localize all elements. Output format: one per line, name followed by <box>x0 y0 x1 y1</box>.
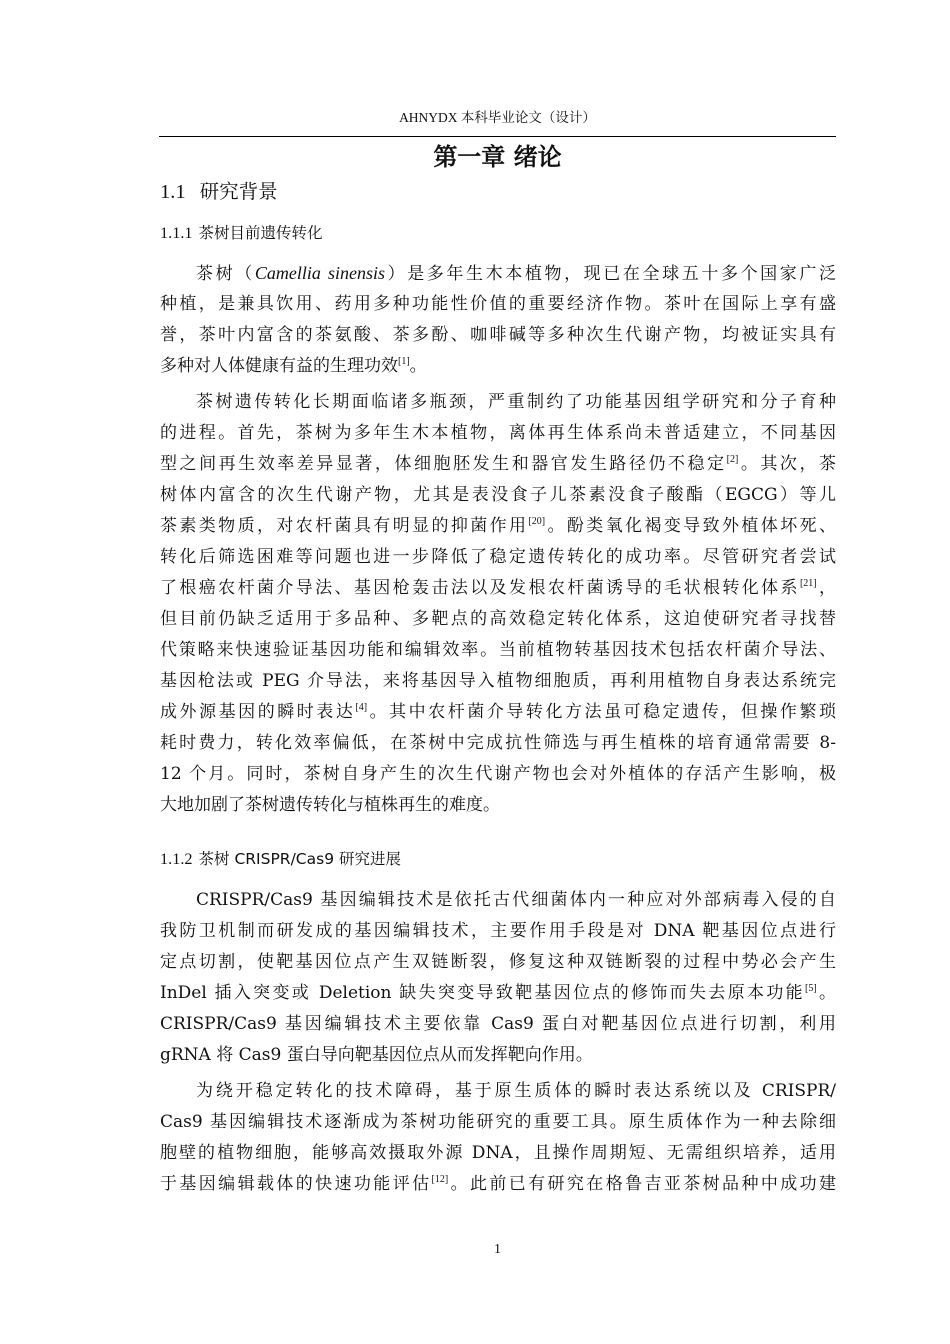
text-line: gRNA 将 Cas9 蛋白导向靶基因位点从而发挥靶向作用。 <box>160 1045 593 1065</box>
citation-ref: [1] <box>398 356 410 367</box>
subsection-number: 1.1.2 <box>160 850 193 868</box>
text-line: 树体内富含的次生代谢产物，尤其是表没食子儿茶素没食子酸酯（EGCG）等儿 <box>160 485 836 505</box>
citation-ref: [12] <box>431 1174 449 1185</box>
header-rule <box>159 136 836 137</box>
section-heading <box>160 178 278 206</box>
paragraph-1 <box>160 258 836 382</box>
text-line: 种植，是兼具饮用、药用多种功能性价值的重要经济作物。茶叶在国际上享有盛 <box>160 294 836 314</box>
text-line: InDel 插入突变或 Deletion 缺失突变导致靶基因位点的修饰而失去原本功能[5]。 <box>160 983 836 1003</box>
paragraph-2 <box>160 387 836 821</box>
text-line: 誉，茶叶内富含的茶氨酸、茶多酚、咖啡碱等多种次生代谢产物，均被证实具有 <box>160 325 836 345</box>
subsection-heading-2 <box>160 848 401 870</box>
section-title: 研究背景 <box>199 180 278 203</box>
paragraph-3 <box>160 885 836 1071</box>
text-line: 了根癌农杆菌介导法、基因枪轰击法以及发根农杆菌诱导的毛状根转化体系[21]， <box>160 578 837 598</box>
text-line: 定点切割，使靶基因位点产生双链断裂，修复这种双链断裂的过程中势必会产生 <box>160 952 836 972</box>
text-line: 茶树遗传转化长期面临诸多瓶颈，严重制约了功能基因组学研究和分子育种 <box>196 392 836 412</box>
text-line: 但目前仍缺乏适用于多品种、多靶点的高效稳定转化体系，这迫使研究者寻找替 <box>160 609 836 629</box>
section-number: 1.1 <box>160 181 186 203</box>
text-line: 的进程。首先，茶树为多年生木本植物，离体再生体系尚未普适建立，不同基因 <box>160 423 836 443</box>
subsection-number: 1.1.1 <box>160 224 193 242</box>
text-line: 12 个月。同时，茶树自身产生的次生代谢产物也会对外植体的存活产生影响，极 <box>160 764 836 784</box>
subsection-title: 茶树 CRISPR/Cas9 研究进展 <box>198 850 401 868</box>
text-line: 我防卫机制而研发成的基因编辑技术，主要作用手段是对 DNA 靶基因位点进行 <box>160 921 836 941</box>
text-line: 茶素类物质，对农杆菌具有明显的抑菌作用[20]。酚类氧化褐变导致外植体坏死、 <box>160 516 837 536</box>
chapter-title: 第一章 绪论 <box>433 143 562 171</box>
text-line: 转化后筛选困难等问题也进一步降低了稳定遗传转化的成功率。尽管研究者尝试 <box>160 547 836 567</box>
text-line: 耗时费力，转化效率偏低，在茶树中完成抗性筛选与再生植株的培育通常需要 8- <box>160 733 836 753</box>
species-name: Camellia sinensis <box>254 263 385 283</box>
paragraph-4 <box>160 1076 836 1200</box>
text-line: CRISPR/Cas9 基因编辑技术主要依靠 Cas9 蛋白对靶基因位点进行切割，利用 <box>160 1014 836 1034</box>
text-line: 于基因编辑载体的快速功能评估[12]。此前已有研究在格鲁吉亚茶树品种中成功建 <box>160 1174 837 1194</box>
text-line: 代策略来快速验证基因功能和编辑效率。当前植物转基因技术包括农杆菌介导法、 <box>160 640 836 660</box>
citation-ref: [5] <box>805 983 817 994</box>
text-line: 为绕开稳定转化的技术障碍，基于原生质体的瞬时表达系统以及 CRISPR/ <box>196 1081 836 1101</box>
text-line: 胞壁的植物细胞，能够高效摄取外源 DNA，且操作周期短、无需组织培养，适用 <box>160 1143 836 1163</box>
running-header: AHNYDX 本科毕业论文（设计） <box>399 110 596 125</box>
citation-ref: [4] <box>355 702 368 713</box>
text-line: Cas9 基因编辑技术逐渐成为茶树功能研究的重要工具。原生质体作为一种去除细 <box>160 1112 836 1132</box>
text-line: 型之间再生效率差异显著，体细胞胚发生和器官发生路径仍不稳定[2]。其次，茶 <box>160 454 837 474</box>
text-line: 多种对人体健康有益的生理功效[1]。 <box>160 356 427 376</box>
text-line: CRISPR/Cas9 基因编辑技术是依托古代细菌体内一种应对外部病毒入侵的自 <box>196 890 836 910</box>
subsection-heading-1 <box>160 222 323 244</box>
text-line: 基因枪法或 PEG 介导法，来将基因导入植物细胞质，再利用植物自身表达系统完 <box>160 671 836 691</box>
text-line: 大地加剧了茶树遗传转化与植株再生的难度。 <box>160 795 500 815</box>
page-number: 1 <box>494 1242 501 1257</box>
text-line: 茶树（Camellia sinensis）是多年生木本植物，现已在全球五十多个国家广泛 <box>196 263 837 284</box>
text-line: 成外源基因的瞬时表达[4]。其中农杆菌介导转化方法虽可稳定遗传，但操作繁琐 <box>160 702 836 722</box>
citation-ref: [2] <box>726 454 739 465</box>
citation-ref: [20] <box>528 516 546 527</box>
subsection-title: 茶树目前遗传转化 <box>198 224 323 242</box>
citation-ref: [21] <box>799 578 817 589</box>
